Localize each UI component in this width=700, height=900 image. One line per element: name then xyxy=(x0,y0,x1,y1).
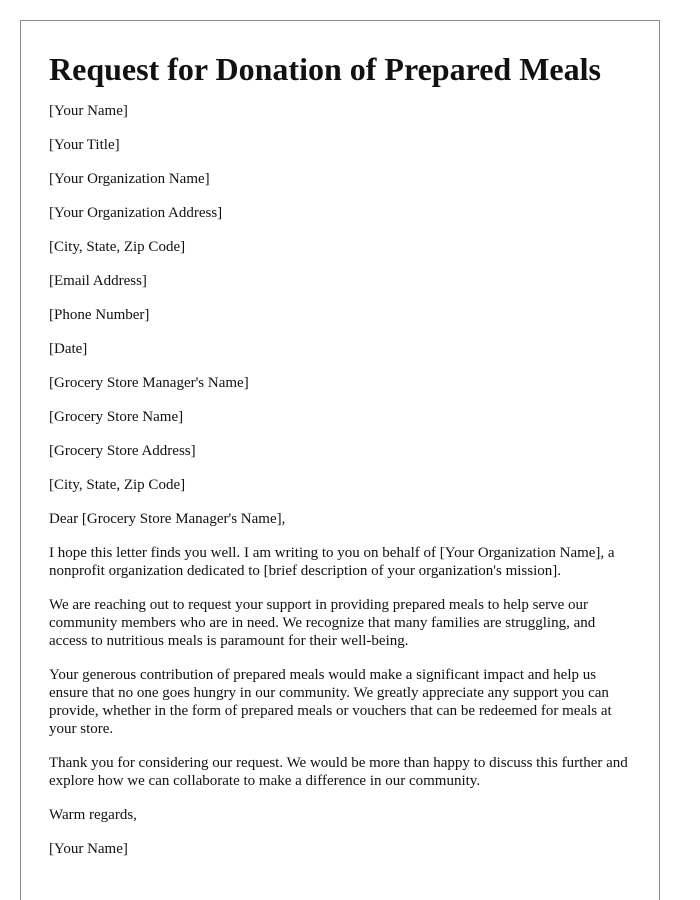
sender-city-state-zip: [City, State, Zip Code] xyxy=(49,239,186,255)
sender-title: [Your Title] xyxy=(49,137,120,153)
sender-phone: [Phone Number] xyxy=(49,307,150,323)
letter-title: Request for Donation of Prepared Meals xyxy=(49,51,601,87)
signature-name: [Your Name] xyxy=(49,841,128,857)
body-paragraph-thanks: Thank you for considering our request. We would be more than happy to discuss this further and explore how we can collaborate to make a difference in our community. xyxy=(49,755,628,789)
sender-address: [Your Organization Address] xyxy=(49,205,223,221)
sender-organization: [Your Organization Name] xyxy=(49,171,210,187)
recipient-store-name: [Grocery Store Name] xyxy=(49,409,184,425)
body-paragraph-intro: I hope this letter finds you well. I am writing to you on behalf of [Your Organization Name], a nonprofit organization dedicated to [brief description of your organization's mission]. xyxy=(49,545,615,579)
closing: Warm regards, xyxy=(49,807,137,823)
recipient-manager-name: [Grocery Store Manager's Name] xyxy=(49,375,249,391)
body-paragraph-request: We are reaching out to request your support in providing prepared meals to help serve our community members who are in need. We recognize that many families are struggling, and access to nutritious meals is paramount for their well-being. xyxy=(49,597,596,649)
sender-name: [Your Name] xyxy=(49,103,128,119)
salutation: Dear [Grocery Store Manager's Name], xyxy=(49,511,286,527)
letter-page xyxy=(20,20,660,900)
letter-date: [Date] xyxy=(49,341,88,357)
recipient-city-state-zip: [City, State, Zip Code] xyxy=(49,477,186,493)
sender-email: [Email Address] xyxy=(49,273,147,289)
recipient-store-address: [Grocery Store Address] xyxy=(49,443,196,459)
body-paragraph-impact: Your generous contribution of prepared meals would make a significant impact and help us ensure that no one goes hungry in our community. We greatly appreciate any support you can provide, whether in the form of prepared meals or vouchers that can be redeemed for meals at your store. xyxy=(49,667,612,737)
